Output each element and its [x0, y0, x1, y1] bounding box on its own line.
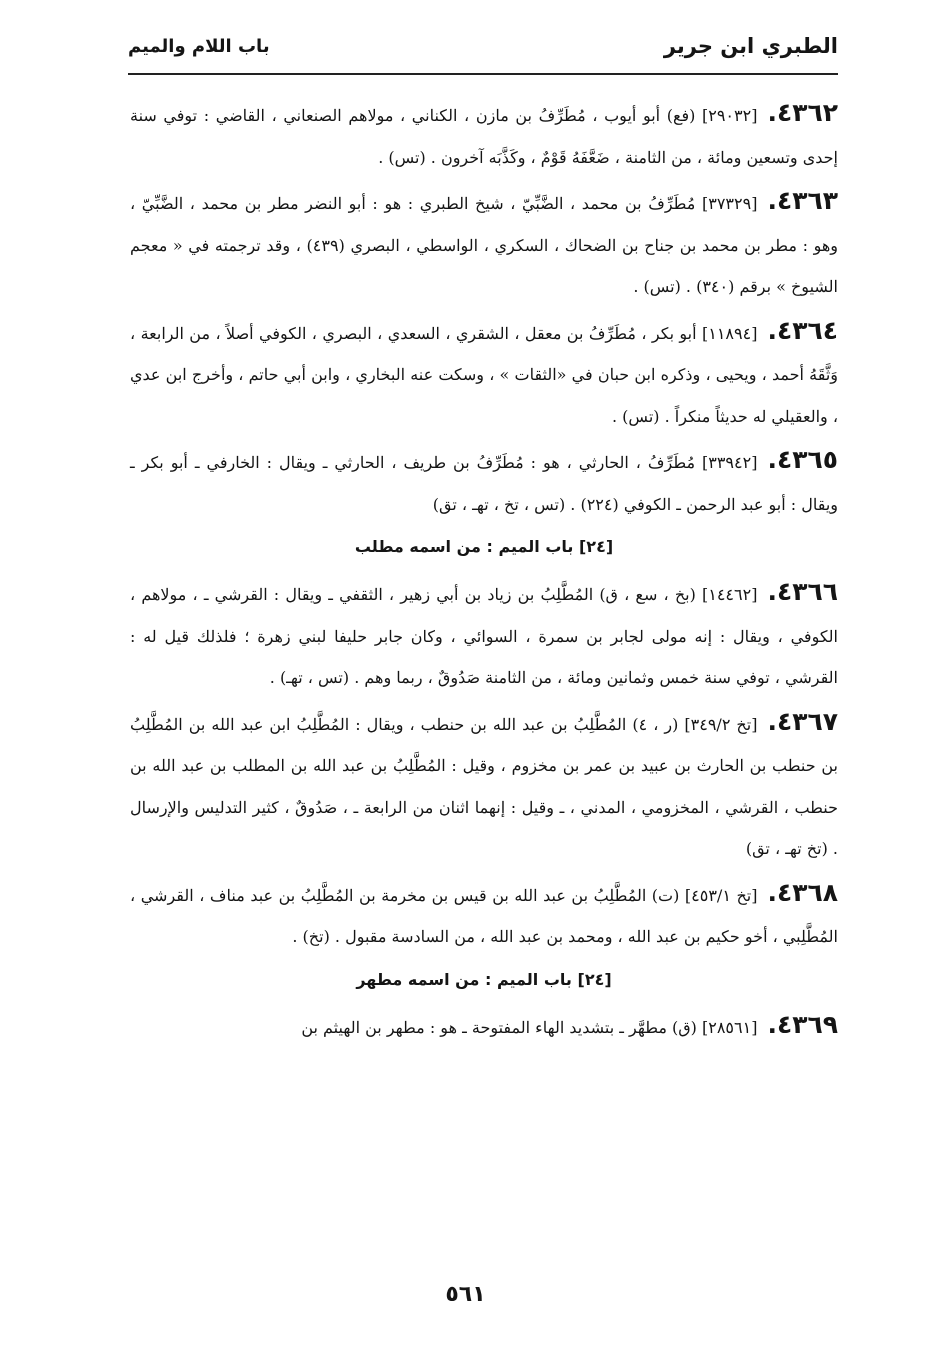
- entry-4365: [130, 439, 838, 525]
- entry-text: [٣٧٣٢٩] مُطَرِّفُ بن محمد ، الضَّبِّيّ ، شيخ الطبري : هو : أبو النضر مطر بن محمد ، الضَّبِّيّ ، وهو : مطر بن محمد بن جناح بن الضحاك ، السكري ، الواسطي ، البصري (٤٣٩) ، وقد ترجمته في « معجم الشيوخ » برقم (٣٤٠) . (تس) .: [130, 194, 839, 296]
- entry-number: ٤٣٦٨.: [767, 877, 839, 907]
- header-divider: [128, 73, 838, 75]
- entry-4367: [130, 701, 838, 870]
- entry-text: [تخ ٤٥٣/١] (ت) المُطَّلِبُ بن عبد الله بن قيس بن مخرمة بن المُطَّلِبُ بن عبد مناف ، القرشي ، المُطَّلِبي ، أخو حكيم بن عبد الله ، ومحمد بن عبد الله ، من السادسة مقبول . (تخ) .: [130, 885, 838, 946]
- chapter-title: باب اللام والميم: [128, 36, 270, 57]
- entry-4364: [130, 310, 838, 438]
- entry-number: ٤٣٦٢.: [767, 98, 838, 127]
- entry-text: [١٤٤٦٢] (بخ ، سع ، ق) المُطَّلِبُ بن زياد بن أبي زهير ، الثقفي ـ ويقال : القرشي ـ ، مولاهم ، الكوفي ، ويقال : إنه مولى لجابر بن سمرة ، السوائي ، وكان جابر حليفا لبني زهرة ؛ فلذلك قيل له : القرشي ، توفي سنة خمس وثمانين ومائة ، من الثامنة صَدُوقٌ ، ربما وهم . (تس ، تهـ) .: [130, 585, 838, 687]
- entry-4363: [130, 180, 838, 308]
- page-number: ٥٦١: [445, 1282, 486, 1307]
- entry-4369: [130, 1004, 838, 1049]
- entry-number: ٤٣٦٧.: [767, 706, 839, 736]
- entry-4362: [130, 92, 838, 178]
- page-body: [130, 92, 838, 1272]
- running-header: [128, 34, 838, 74]
- entry-text: [١١٨٩٤] أبو بكر ، مُطَرِّفُ بن معقل ، الشقري ، السعدي ، البصري ، الكوفي أصلاً ، من الرابعة ، وَثَّقَهُ أحمد ، ويحيى ، وذكره ابن حبان في «الثقات » ، وسكت عنه البخاري ، وابن أبي حاتم ، وأخرج ابن عدي ، والعقيلي له حديثاً منكراً . (تس) .: [130, 323, 838, 426]
- entry-text: [٢٨٥٦١] (ق) مطهَّر ـ بتشديد الهاء المفتوحة ـ هو : مطهر بن الهيثم بن: [301, 1017, 758, 1037]
- book-title: الطبري ابن جرير: [663, 34, 838, 58]
- entry-number: ٤٣٦٥.: [767, 445, 838, 474]
- entry-4368: [130, 872, 838, 958]
- entry-text: [٣٣٩٤٢] مُطَرِّفُ ، الحارثي ، هو : مُطَرِّفُ بن طريف ، الحارثي ـ ويقال : الخارفي ـ أبو بكر ـ ويقال : أبو عبد الرحمن ـ الكوفي (٢٢٤) . (تس ، تخ ، تهـ ، تق): [130, 453, 838, 514]
- entry-number: ٤٣٦٦.: [767, 577, 838, 606]
- entry-text: [٢٩٠٣٢] (فع) أبو أيوب ، مُطَرِّفُ بن مازن ، الكناني ، مولاهم الصنعاني ، القاضي : توفي سنة إحدى وتسعين ومائة ، من الثامنة ، ضَعَّفَهُ قَوْمٌ ، وكَذَّبَه آخرون . (تس) .: [130, 106, 838, 167]
- entry-text: [تخ ٣٤٩/٢] (ر ، ٤) المُطَّلِبُ بن عبد الله بن حنطب ، ويقال : المُطَّلِبُ ابن عبد الله بن المُطَّلِبُ بن حنطب بن الحارث بن عبيد بن عمر بن مخزوم ، وقيل : المُطَّلِبُ بن عبد الله بن المطلب بن عبد الله بن حنطب ، القرشي ، المخزومي ، المدني ، ـ وقيل : إنهما اثنان من الرابعة ـ ، صَدُوقٌ ، كثير التدليس والإرسال . (تخ تهـ ، تق): [130, 714, 838, 858]
- section-heading-mutahhar: [٢٤] باب الميم : من اسمه مطهر: [356, 969, 612, 989]
- entry-number: ٤٣٦٣.: [767, 186, 838, 215]
- entry-number: ٤٣٦٩.: [767, 1009, 838, 1039]
- entry-number: ٤٣٦٤.: [767, 315, 838, 345]
- section-heading-mutallib: [٢٤] باب الميم : من اسمه مطلب: [354, 537, 614, 556]
- entry-4366: [130, 571, 838, 699]
